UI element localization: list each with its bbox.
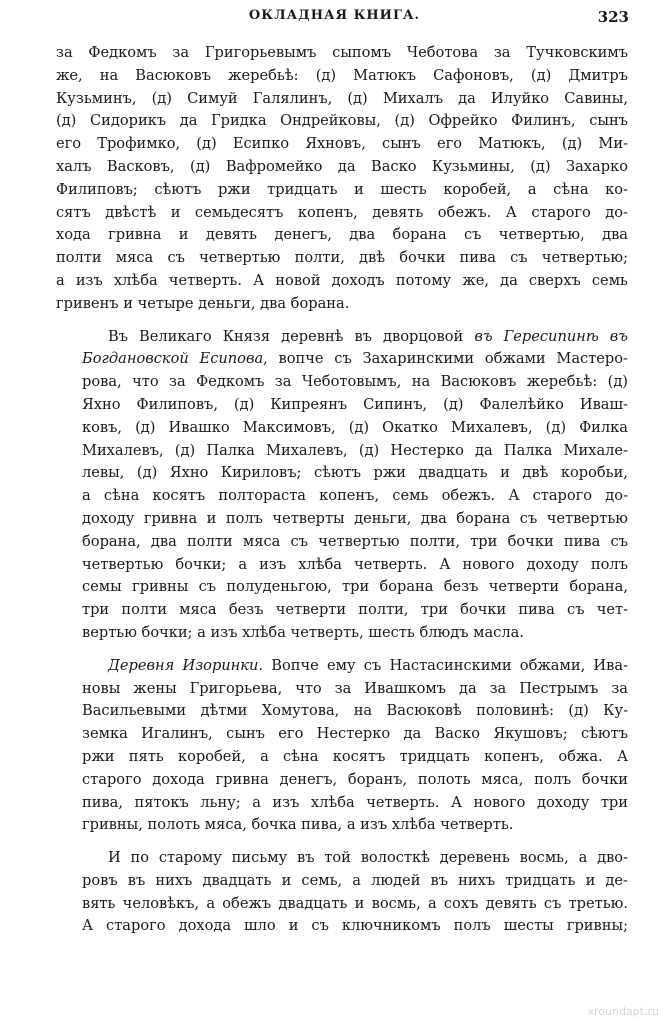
- paragraph-3: [56, 655, 628, 837]
- text-line: ковъ, (д) Ивашко Максимовъ, (д) Окатко Михалевъ, (д) Филка: [82, 418, 628, 436]
- text-line: рова, что за Федкомъ за Чеботовымъ, на Васюковъ жеребьѣ: (д): [82, 373, 628, 391]
- text-line: доходу гривна и полъ четверты деньги, два борана съ четвертью: [82, 509, 628, 527]
- text-line: а изъ хлѣба четверть. А новой доходъ потому же, да сверхъ семь: [56, 271, 628, 289]
- italic-phrase: въ Гересипинѣ въ: [474, 327, 628, 345]
- text-line: гривны, полоть мяса, бочка пива, а изъ хлѣба четверть.: [82, 816, 514, 834]
- text-line: Васильевыми дѣтми Хомутова, на Васюковѣ половинѣ: (д) Ку-: [82, 702, 628, 720]
- text-line: И по старому письму въ той волосткѣ деревень восмь, а дво-: [108, 849, 628, 867]
- paragraph-1: [56, 42, 628, 316]
- text-line: семы гривны съ полуденьгою, три борана безъ четверти борана,: [82, 578, 628, 596]
- text-line: ржи пять коробей, а сѣна косятъ тридцать копенъ, обжа. А: [82, 747, 628, 765]
- page-number: 323: [597, 8, 629, 26]
- running-head: [40, 8, 629, 30]
- text-line: три полти мяса безъ четверти полти, три бочки пива съ чет-: [82, 601, 628, 619]
- text-line: Деревня Изоринки. Вопче ему съ Настасинскими обжами, Ива-: [108, 656, 628, 674]
- running-title: ОКЛАДНАЯ КНИГА.: [248, 8, 421, 23]
- text-line: Михалевъ, (д) Палка Михалевъ, (д) Нестерко да Палка Михале-: [82, 441, 628, 459]
- text-line: же, на Васюковъ жеребьѣ: (д) Матюкъ Сафоновъ, (д) Дмитръ: [56, 66, 628, 84]
- body-text: [56, 42, 628, 938]
- text-line: Кузьминъ, (д) Симуй Галялинъ, (д) Михалъ да Илуйко Савины,: [56, 89, 628, 107]
- text-line: Въ Великаго Князя деревнѣ въ дворцовой въ Гересипинѣ въ: [108, 327, 628, 345]
- text-line: гривенъ и четыре деньги, два борана.: [56, 294, 350, 312]
- text-line: его Трофимко, (д) Есипко Яхновъ, сынъ его Матюкъ, (д) Ми-: [56, 135, 628, 153]
- paragraph-2: [56, 326, 628, 645]
- text-line: халъ Васковъ, (д) Вафромейко да Васко Кузьмины, (д) Захарко: [56, 157, 628, 175]
- text-line: вять человѣкъ, а обежъ двадцать и восмь, а сохъ девять съ третью.: [82, 894, 628, 912]
- text-line: пива, пятокъ льну; а изъ хлѣба четверть. А нового доходу три: [82, 793, 628, 811]
- text-line: А старого дохода шло и съ ключникомъ полъ шесты гривны;: [82, 917, 628, 935]
- text-line: четвертью бочки; а изъ хлѣба четверть. А нового доходу полъ: [82, 555, 628, 573]
- text-line: сятъ двѣстѣ и семьдесятъ копенъ, девять обежъ. А старого до-: [56, 203, 628, 221]
- italic-phrase: Богдановской Есипова: [82, 350, 264, 368]
- watermark: xroundapt.ru: [587, 1005, 659, 1018]
- text-line: (д) Сидорикъ да Гридка Ондрейковы, (д) Офрейко Филинъ, сынъ: [56, 112, 628, 130]
- italic-phrase: Деревня Изоринки.: [108, 656, 264, 674]
- text-line: Богдановской Есипова, вопче съ Захаринскими обжами Мастеро-: [82, 350, 628, 368]
- text-line: земка Игалинъ, сынъ его Нестерко да Васко Якушовъ; сѣютъ: [82, 725, 628, 743]
- text-line: хода гривна и девять денегъ, два борана съ четвертью, два: [56, 226, 628, 244]
- text-line: борана, два полти мяса съ четвертью полти, три бочки пива съ: [82, 532, 628, 550]
- text-line: полти мяса съ четвертью полти, двѣ бочки пива съ четвертью;: [56, 249, 628, 267]
- text-line: новы жены Григорьева, что за Ивашкомъ да за Пестрымъ за: [82, 679, 628, 697]
- text-line: Филиповъ; сѣютъ ржи тридцать и шесть коробей, а сѣна ко-: [56, 180, 628, 198]
- text-line: старого дохода гривна денегъ, боранъ, полоть мяса, полъ бочки: [82, 770, 628, 788]
- text-line: а сѣна косятъ полтораста копенъ, семь обежъ. А старого до-: [82, 487, 628, 505]
- text-line: Яхно Филиповъ, (д) Кипреянъ Сипинъ, (д) Фалелѣйко Иваш-: [82, 395, 628, 413]
- text-line: вертью бочки; а изъ хлѣба четверть, шесть блюдъ масла.: [82, 623, 524, 641]
- text-line: за Федкомъ за Григорьевымъ сыпомъ Чеботова за Тучковскимъ: [56, 44, 628, 61]
- text-line: ровъ въ нихъ двадцать и семь, а людей въ нихъ тридцать и де-: [82, 871, 628, 889]
- text-line: левы, (д) Яхно Кириловъ; сѣютъ ржи двадцать и двѣ коробьи,: [82, 464, 628, 482]
- paragraph-4: [56, 847, 628, 938]
